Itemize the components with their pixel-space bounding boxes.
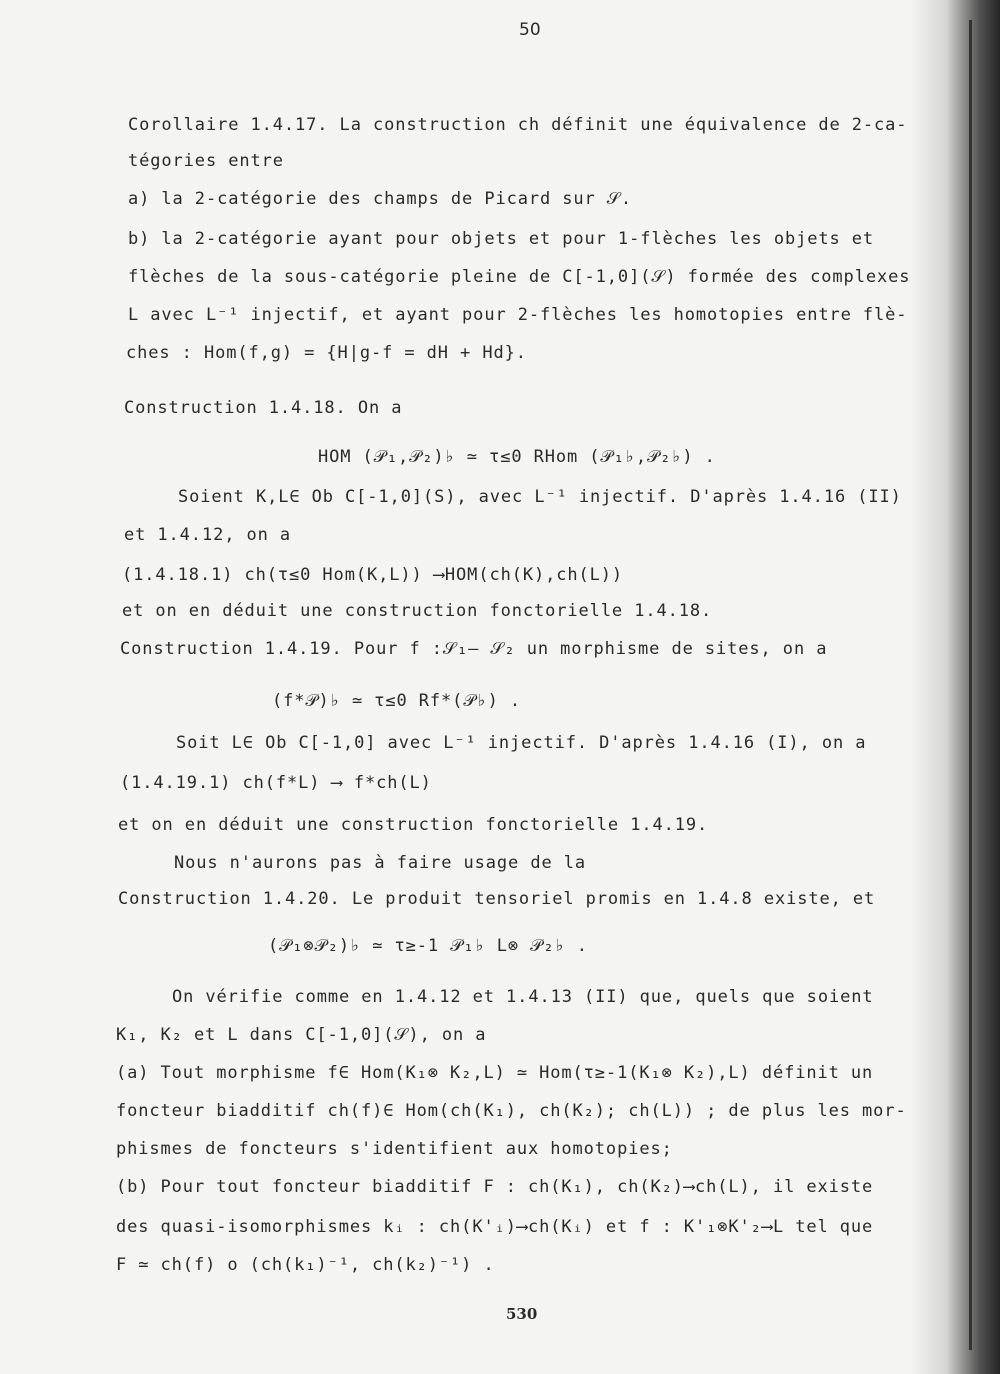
formula-f-push-p: (f*𝒫)♭ ≃ τ≤0 Rf*(𝒫♭) . bbox=[272, 691, 522, 711]
construction-1-4-19-conclusion: et on en déduit une construction fonctorielle 1.4.19. bbox=[118, 815, 709, 835]
item-a-tensor-line-1: (a) Tout morphisme f∈ Hom(K₁⊗ K₂,L) ≃ Hom(τ≥-1(K₁⊗ K₂),L) définit un bbox=[116, 1063, 874, 1083]
item-a-tensor-line-3: phismes de foncteurs s'identifient aux homotopies; bbox=[116, 1139, 673, 1159]
equation-1-4-19-1: (1.4.19.1) ch(f*L) ⟶ f*ch(L) bbox=[120, 773, 432, 793]
construction-1-4-19-heading: Construction 1.4.19. Pour f :𝒮₁— 𝒮₂ un morphisme de sites, on a bbox=[120, 639, 828, 659]
construction-1-4-20-line-3: K₁, K₂ et L dans C[-1,0](𝒮), on a bbox=[116, 1025, 487, 1045]
item-b-tensor-line-2: des quasi-isomorphismes kᵢ : ch(K'ᵢ)⟶ch(Kᵢ) et f : K'₁⊗K'₂⟶L tel que bbox=[116, 1217, 874, 1237]
item-b-line-2: flèches de la sous-catégorie pleine de C[-1,0](𝒮) formée des complexes bbox=[128, 267, 911, 287]
binding-shadow bbox=[910, 0, 1000, 1374]
item-b-line-3: L avec L⁻¹ injectif, et ayant pour 2-flèches les homotopies entre flè- bbox=[128, 305, 908, 325]
construction-1-4-18-heading: Construction 1.4.18. On a bbox=[124, 398, 403, 418]
construction-1-4-20-heading: Construction 1.4.20. Le produit tensoriel promis en 1.4.8 existe, et bbox=[118, 889, 876, 909]
item-b-line-4: ches : Hom(f,g) = {H|g-f = dH + Hd}. bbox=[126, 343, 527, 363]
corollary-1-4-17-line-2: tégories entre bbox=[128, 151, 284, 171]
construction-1-4-18-line-2: Soient K,L∈ Ob C[-1,0](S), avec L⁻¹ injectif. D'après 1.4.16 (II) bbox=[178, 487, 902, 507]
item-a-tensor-line-2: foncteur biadditif ch(f)∈ Hom(ch(K₁), ch(K₂); ch(L)) ; de plus les mor- bbox=[116, 1101, 907, 1121]
construction-1-4-18-conclusion: et on en déduit une construction fonctorielle 1.4.18. bbox=[122, 601, 713, 621]
page-number-top: 50 bbox=[519, 20, 541, 40]
construction-1-4-20-line-2: On vérifie comme en 1.4.12 et 1.4.13 (II) que, quels que soient bbox=[172, 987, 874, 1007]
equation-1-4-18-1: (1.4.18.1) ch(τ≤0 Hom(K,L)) ⟶HOM(ch(K),ch(L)) bbox=[122, 565, 624, 585]
construction-1-4-19-line-2: Soit L∈ Ob C[-1,0] avec L⁻¹ injectif. D'après 1.4.16 (I), on a bbox=[176, 733, 867, 753]
formula-hom-p1-p2: HOM (𝒫₁,𝒫₂)♭ ≃ τ≤0 RHom (𝒫₁♭,𝒫₂♭) . bbox=[318, 447, 716, 467]
remark-line: Nous n'aurons pas à faire usage de la bbox=[174, 853, 586, 873]
corollary-1-4-17-line-1: Corollaire 1.4.17. La construction ch définit une équivalence de 2-ca- bbox=[128, 115, 908, 135]
item-a-line: a) la 2-catégorie des champs de Picard sur 𝒮. bbox=[128, 189, 632, 209]
page-number-bottom: 530 bbox=[506, 1305, 538, 1323]
construction-1-4-18-line-3: et 1.4.12, on a bbox=[124, 525, 292, 545]
item-b-tensor-line-1: (b) Pour tout foncteur biadditif F : ch(K₁), ch(K₂)⟶ch(L), il existe bbox=[116, 1177, 874, 1197]
formula-tensor-product: (𝒫₁⊗𝒫₂)♭ ≃ τ≥-1 𝒫₁♭ L⊗ 𝒫₂♭ . bbox=[268, 936, 588, 956]
item-b-tensor-line-3: F ≃ ch(f) o (ch(k₁)⁻¹, ch(k₂)⁻¹) . bbox=[116, 1255, 495, 1275]
item-b-line-1: b) la 2-catégorie ayant pour objets et pour 1-flèches les objets et bbox=[128, 229, 875, 249]
binding-edge-line bbox=[969, 20, 972, 1350]
